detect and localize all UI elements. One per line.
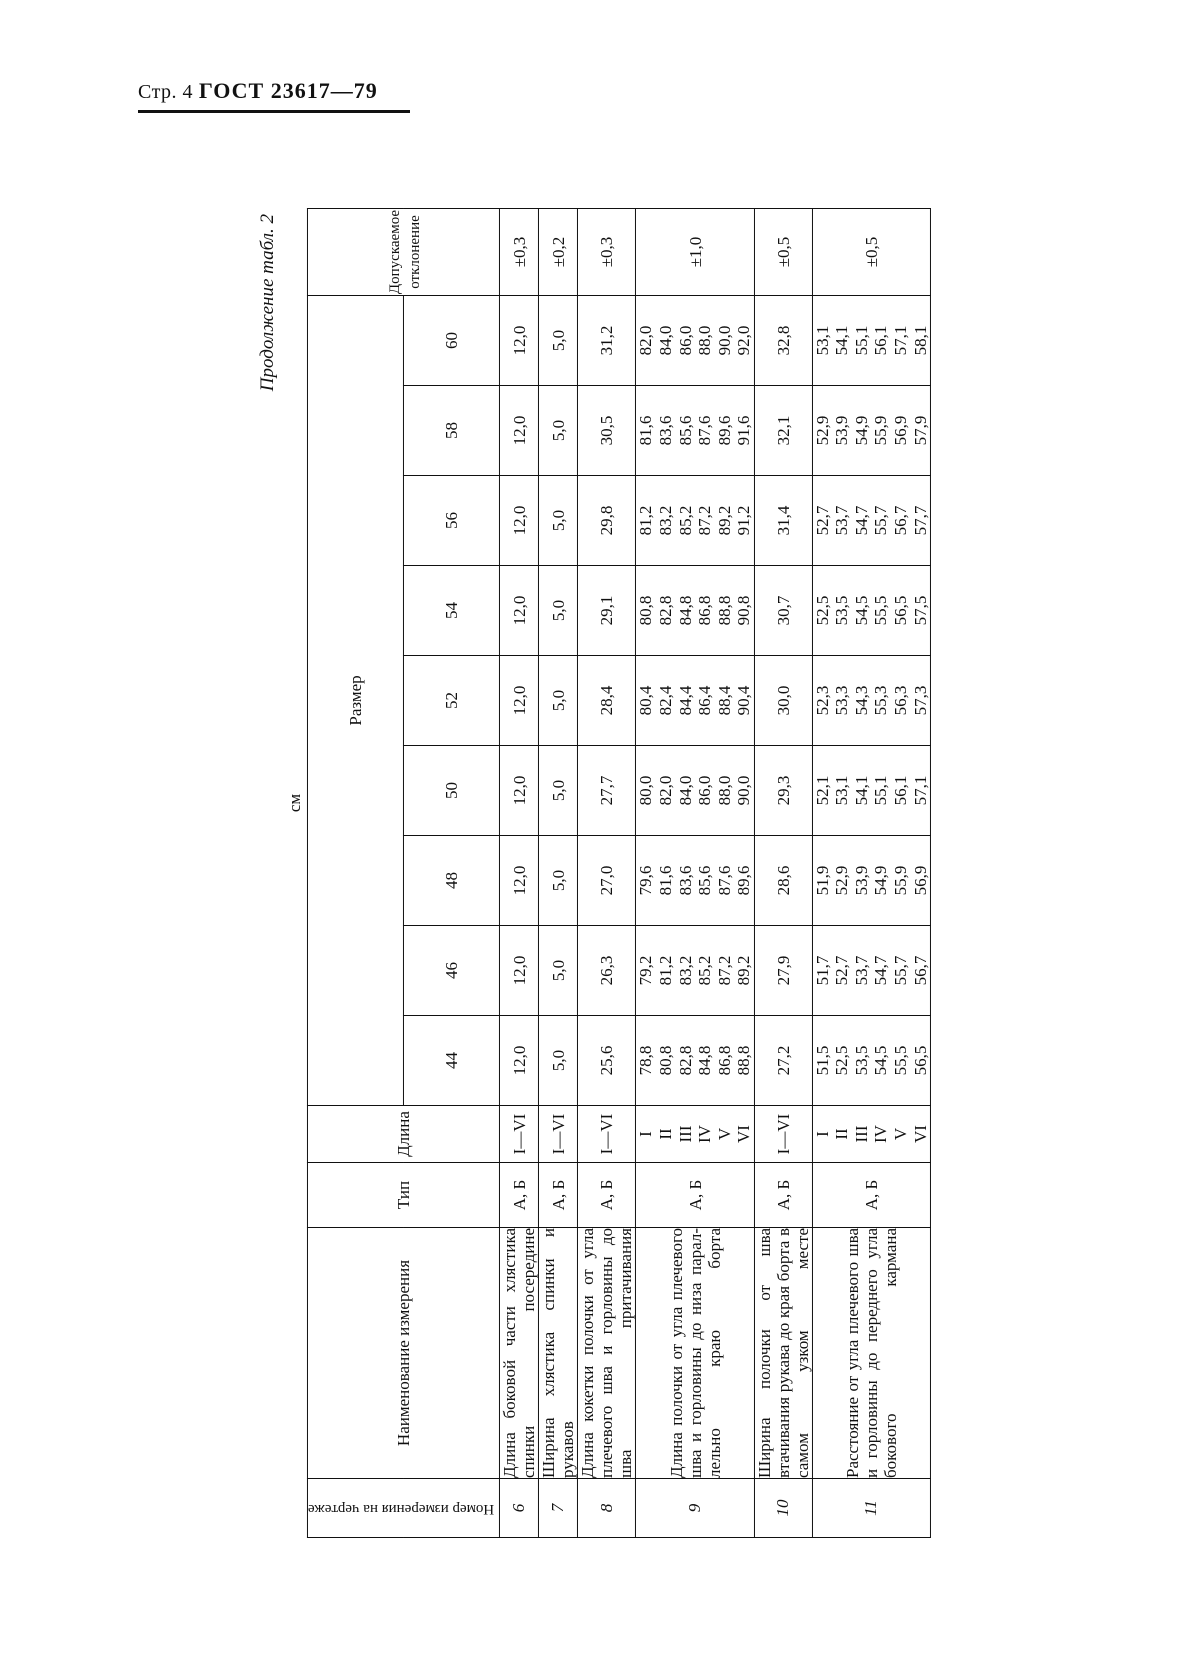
length-value: VI xyxy=(909,1125,929,1144)
table-row xyxy=(577,209,635,1538)
row-number: 10 xyxy=(754,1479,812,1538)
value: 57,7 xyxy=(909,505,929,536)
measurement-length: I—VI xyxy=(538,1106,577,1163)
value: 52,7 xyxy=(812,505,832,536)
value: 56,7 xyxy=(909,955,929,986)
value: 90,0 xyxy=(733,775,753,806)
row-number: 11 xyxy=(812,1479,930,1538)
value-cell xyxy=(635,836,753,926)
value: 57,1 xyxy=(909,775,929,806)
value: 84,8 xyxy=(674,595,694,626)
col-header-size-46: 46 xyxy=(403,926,499,1016)
value-cell xyxy=(812,746,930,836)
value-cell: 12,0 xyxy=(499,746,538,836)
value: 52,3 xyxy=(812,685,832,716)
value: 88,0 xyxy=(694,325,714,356)
value: 56,5 xyxy=(909,1045,929,1076)
value: 51,5 xyxy=(812,1045,832,1076)
value: 54,1 xyxy=(831,325,851,356)
page-header xyxy=(138,78,378,104)
table-row xyxy=(812,209,930,1538)
col-header-type: Тип xyxy=(307,1163,499,1228)
col-header-row-number: Номер измерения на чертеже xyxy=(307,1479,499,1538)
measurement-type: А, Б xyxy=(538,1163,577,1228)
value-cell: 27,7 xyxy=(577,746,635,836)
measurement-type: А, Б xyxy=(812,1163,930,1228)
value: 81,2 xyxy=(635,505,655,536)
deviation-value: ±0,2 xyxy=(538,209,577,296)
value: 55,9 xyxy=(870,415,890,446)
value: 84,0 xyxy=(655,325,675,356)
rotated-table-container xyxy=(256,208,930,1538)
value: 87,2 xyxy=(694,505,714,536)
value: 86,0 xyxy=(674,325,694,356)
value: 87,2 xyxy=(714,955,734,986)
value: 84,4 xyxy=(674,685,694,716)
value-cell xyxy=(635,1016,753,1106)
value-cell: 28,6 xyxy=(754,836,812,926)
value: 56,1 xyxy=(870,325,890,356)
value: 55,7 xyxy=(870,505,890,536)
value-cell: 31,2 xyxy=(577,296,635,386)
col-header-size-56: 56 xyxy=(403,476,499,566)
value: 52,9 xyxy=(831,865,851,896)
value: 53,7 xyxy=(851,955,871,986)
value-cell: 30,7 xyxy=(754,566,812,656)
measurement-length: I—VI xyxy=(499,1106,538,1163)
value: 54,3 xyxy=(851,685,871,716)
value: 52,5 xyxy=(831,1045,851,1076)
col-header-size-58: 58 xyxy=(403,386,499,476)
value: 54,1 xyxy=(851,775,871,806)
value-cell xyxy=(635,926,753,1016)
value: 53,1 xyxy=(831,775,851,806)
value: 86,8 xyxy=(714,1045,734,1076)
col-header-size-44: 44 xyxy=(403,1016,499,1106)
col-header-measurement-name: Наименование измерения xyxy=(307,1228,499,1479)
value: 88,8 xyxy=(733,1045,753,1076)
value-cell: 5,0 xyxy=(538,656,577,746)
measurement-length: I—VI xyxy=(577,1106,635,1163)
measurement-length xyxy=(635,1106,753,1163)
deviation-value: ±0,5 xyxy=(754,209,812,296)
value: 54,7 xyxy=(851,505,871,536)
value-cell: 5,0 xyxy=(538,476,577,566)
length-value: III xyxy=(674,1125,694,1143)
deviation-value: ±1,0 xyxy=(635,209,753,296)
col-header-size-54: 54 xyxy=(403,566,499,656)
value: 55,3 xyxy=(870,685,890,716)
length-value: I xyxy=(812,1131,832,1137)
value: 85,2 xyxy=(694,955,714,986)
value: 80,8 xyxy=(635,595,655,626)
value-cell: 30,0 xyxy=(754,656,812,746)
value: 56,9 xyxy=(890,415,910,446)
value: 88,0 xyxy=(714,775,734,806)
value: 51,7 xyxy=(812,955,832,986)
value: 53,9 xyxy=(831,415,851,446)
length-value: VI xyxy=(733,1125,753,1144)
value-cell xyxy=(635,656,753,746)
value-cell: 5,0 xyxy=(538,746,577,836)
measurements-table xyxy=(306,208,930,1538)
value: 82,0 xyxy=(655,775,675,806)
value-cell xyxy=(635,386,753,476)
value: 55,1 xyxy=(870,775,890,806)
value: 58,1 xyxy=(909,325,929,356)
value: 86,0 xyxy=(694,775,714,806)
table-row xyxy=(538,209,577,1538)
value: 52,1 xyxy=(812,775,832,806)
length-value: I xyxy=(635,1131,655,1137)
value: 53,5 xyxy=(831,595,851,626)
value-cell: 29,1 xyxy=(577,566,635,656)
value: 90,4 xyxy=(733,685,753,716)
value: 88,4 xyxy=(714,685,734,716)
value: 91,6 xyxy=(733,415,753,446)
value: 53,5 xyxy=(851,1045,871,1076)
value-cell: 5,0 xyxy=(538,926,577,1016)
value: 84,8 xyxy=(694,1045,714,1076)
value: 82,4 xyxy=(655,685,675,716)
value: 53,1 xyxy=(812,325,832,356)
value-cell: 32,8 xyxy=(754,296,812,386)
value-cell xyxy=(812,566,930,656)
value: 56,7 xyxy=(890,505,910,536)
table-row xyxy=(754,209,812,1538)
value-cell: 12,0 xyxy=(499,836,538,926)
measurement-name: Ширина хлястика спинки и рукавов xyxy=(538,1228,577,1479)
measurement-length xyxy=(812,1106,930,1163)
value: 79,6 xyxy=(635,865,655,896)
value: 53,3 xyxy=(831,685,851,716)
header-rule xyxy=(138,110,410,113)
value-cell xyxy=(812,656,930,746)
value: 55,9 xyxy=(890,865,910,896)
value-cell: 12,0 xyxy=(499,926,538,1016)
value-cell: 27,9 xyxy=(754,926,812,1016)
value: 53,7 xyxy=(831,505,851,536)
row-number: 8 xyxy=(577,1479,635,1538)
value-cell: 5,0 xyxy=(538,386,577,476)
length-value: II xyxy=(655,1128,675,1140)
value: 54,9 xyxy=(870,865,890,896)
value: 79,2 xyxy=(635,955,655,986)
value-cell xyxy=(635,566,753,656)
table-row xyxy=(499,209,538,1538)
measurement-type: А, Б xyxy=(577,1163,635,1228)
value: 57,5 xyxy=(909,595,929,626)
value: 54,5 xyxy=(851,595,871,626)
value: 89,6 xyxy=(733,865,753,896)
value-cell: 5,0 xyxy=(538,1016,577,1106)
table-body xyxy=(499,209,930,1538)
value-cell: 12,0 xyxy=(499,656,538,746)
value-cell: 12,0 xyxy=(499,566,538,656)
value-cell: 32,1 xyxy=(754,386,812,476)
value: 82,0 xyxy=(635,325,655,356)
measurement-name: Длина полочки от угла плечевого шва и горловины до низа параллельно краю борта xyxy=(635,1228,753,1479)
value-cell: 26,3 xyxy=(577,926,635,1016)
col-header-length: Длина xyxy=(307,1106,499,1163)
value-cell: 31,4 xyxy=(754,476,812,566)
length-value: V xyxy=(714,1127,734,1141)
value: 56,5 xyxy=(890,595,910,626)
value-cell: 12,0 xyxy=(499,1016,538,1106)
value-cell: 27,0 xyxy=(577,836,635,926)
value: 82,8 xyxy=(674,1045,694,1076)
value: 83,2 xyxy=(655,505,675,536)
length-value: II xyxy=(831,1128,851,1140)
value: 85,6 xyxy=(674,415,694,446)
measurement-type: А, Б xyxy=(754,1163,812,1228)
value: 55,1 xyxy=(851,325,871,356)
deviation-value: ±0,3 xyxy=(577,209,635,296)
value-cell: 27,2 xyxy=(754,1016,812,1106)
value-cell: 29,3 xyxy=(754,746,812,836)
deviation-value: ±0,5 xyxy=(812,209,930,296)
value: 80,0 xyxy=(635,775,655,806)
standard-number: ГОСТ 23617—79 xyxy=(198,78,378,103)
value: 87,6 xyxy=(694,415,714,446)
measurement-name: Длина боковой части хлястика спинки посередине xyxy=(499,1228,538,1479)
measurement-type: А, Б xyxy=(499,1163,538,1228)
value: 89,2 xyxy=(733,955,753,986)
value-cell: 12,0 xyxy=(499,296,538,386)
value: 57,3 xyxy=(909,685,929,716)
length-value: IV xyxy=(870,1125,890,1144)
measurement-type: А, Б xyxy=(635,1163,753,1228)
col-header-size-48: 48 xyxy=(403,836,499,926)
value-cell: 28,4 xyxy=(577,656,635,746)
value: 78,8 xyxy=(635,1045,655,1076)
value: 56,3 xyxy=(890,685,910,716)
value-cell: 5,0 xyxy=(538,836,577,926)
length-value: III xyxy=(851,1125,871,1143)
value: 81,6 xyxy=(655,865,675,896)
value: 55,5 xyxy=(870,595,890,626)
value: 57,9 xyxy=(909,415,929,446)
value: 56,1 xyxy=(890,775,910,806)
value: 56,9 xyxy=(909,865,929,896)
deviation-value: ±0,3 xyxy=(499,209,538,296)
value: 52,7 xyxy=(831,955,851,986)
value: 55,5 xyxy=(890,1045,910,1076)
value: 90,0 xyxy=(714,325,734,356)
value: 55,7 xyxy=(890,955,910,986)
value-cell xyxy=(635,296,753,386)
value-cell: 5,0 xyxy=(538,296,577,386)
value: 52,9 xyxy=(812,415,832,446)
measurement-name: Длина кокетки полочки от угла плечевого шва и горловины до шва притачивания xyxy=(577,1228,635,1479)
table-head xyxy=(307,209,499,1538)
value: 83,6 xyxy=(655,415,675,446)
col-header-size-50: 50 xyxy=(403,746,499,836)
value: 81,2 xyxy=(655,955,675,986)
value: 87,6 xyxy=(714,865,734,896)
value: 52,5 xyxy=(812,595,832,626)
col-header-size-group: Размер xyxy=(307,296,403,1106)
value: 81,6 xyxy=(635,415,655,446)
value: 91,2 xyxy=(733,505,753,536)
value: 92,0 xyxy=(733,325,753,356)
value-cell xyxy=(812,476,930,566)
value-cell xyxy=(812,386,930,476)
value: 51,9 xyxy=(812,865,832,896)
value: 80,4 xyxy=(635,685,655,716)
value: 89,6 xyxy=(714,415,734,446)
value: 54,9 xyxy=(851,415,871,446)
value: 54,7 xyxy=(870,955,890,986)
value: 89,2 xyxy=(714,505,734,536)
value-cell xyxy=(635,476,753,566)
measurement-name: Ширина полочки от шва втачивания рукава до края борта в самом узком месте xyxy=(754,1228,812,1479)
value: 57,1 xyxy=(890,325,910,356)
value-cell: 12,0 xyxy=(499,386,538,476)
value-cell xyxy=(812,926,930,1016)
value: 86,8 xyxy=(694,595,714,626)
value-cell xyxy=(812,836,930,926)
value: 88,8 xyxy=(714,595,734,626)
col-header-size-60: 60 xyxy=(403,296,499,386)
length-value: V xyxy=(890,1127,910,1141)
col-header-size-52: 52 xyxy=(403,656,499,746)
value-cell: 25,6 xyxy=(577,1016,635,1106)
table-row xyxy=(635,209,753,1538)
value: 84,0 xyxy=(674,775,694,806)
measurement-name: Расстояние от угла плечевого шва и горловины до переднего угла бокового кармана xyxy=(812,1228,930,1479)
value: 83,6 xyxy=(674,865,694,896)
measurement-length: I—VI xyxy=(754,1106,812,1163)
value: 83,2 xyxy=(674,955,694,986)
row-number: 7 xyxy=(538,1479,577,1538)
table-continuation-note: Продолжение табл. 2 xyxy=(256,214,278,392)
table-head-row-1 xyxy=(307,209,403,1538)
value: 80,8 xyxy=(655,1045,675,1076)
value: 82,8 xyxy=(655,595,675,626)
value-cell xyxy=(812,1016,930,1106)
value: 86,4 xyxy=(694,685,714,716)
value-cell xyxy=(812,296,930,386)
value: 85,6 xyxy=(694,865,714,896)
value: 54,5 xyxy=(870,1045,890,1076)
value: 85,2 xyxy=(674,505,694,536)
value-cell: 29,8 xyxy=(577,476,635,566)
row-number: 6 xyxy=(499,1479,538,1538)
table-unit-label: см xyxy=(284,793,304,813)
col-header-deviation: Допускаемое отклонение xyxy=(307,209,499,296)
value-cell: 5,0 xyxy=(538,566,577,656)
value: 90,8 xyxy=(733,595,753,626)
value: 53,9 xyxy=(851,865,871,896)
value-cell: 12,0 xyxy=(499,476,538,566)
value-cell xyxy=(635,746,753,836)
length-value: IV xyxy=(694,1125,714,1144)
row-number: 9 xyxy=(635,1479,753,1538)
value-cell: 30,5 xyxy=(577,386,635,476)
page-number-label: Стр. 4 xyxy=(138,81,194,103)
